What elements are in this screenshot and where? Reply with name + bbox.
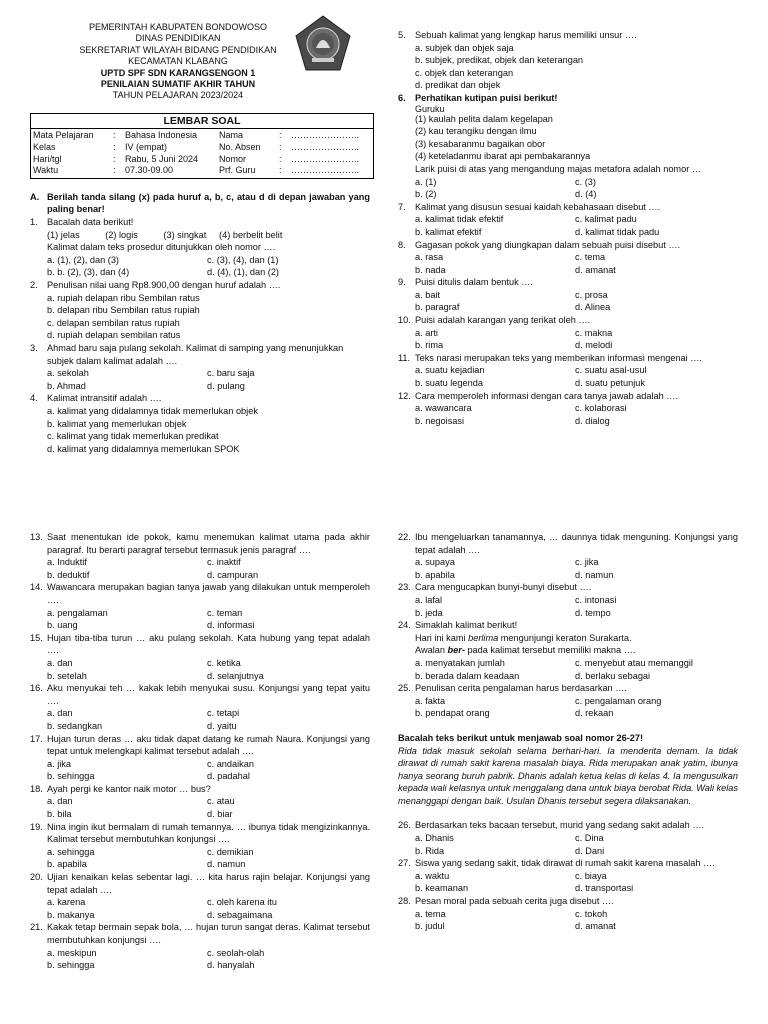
option-d[interactable]: d. transportasi [575, 883, 634, 894]
option-b[interactable]: b. rima [415, 340, 444, 351]
option-a[interactable]: a. rupiah delapan ribu Sembilan ratus [47, 292, 200, 303]
option-b[interactable]: b. negoisasi [415, 415, 465, 426]
option-a[interactable]: a. subjek dan objek saja [415, 42, 514, 53]
option-b[interactable]: b. kalimat efektif [415, 226, 482, 237]
prompt-part: Awalan [415, 645, 448, 656]
option-b[interactable]: b. suatu legenda [415, 378, 483, 389]
colon: : [279, 142, 282, 153]
question-text: Siswa yang sedang sakit, tidak dirawat di rumah sakit karena masalah …. [415, 858, 715, 869]
option-d[interactable]: d. campuran [207, 569, 259, 580]
option-d[interactable]: d. biar [207, 809, 233, 820]
question-number: 9. [398, 277, 406, 288]
option-a[interactable]: a. sehingga [47, 846, 95, 857]
question-28 [398, 895, 738, 933]
option-b[interactable]: b. kalimat yang memerlukan objek [47, 418, 187, 429]
question-text: Kakak tetap bermain sepak bola, … hujan turun sangat deras. Kalimat tersebut membutuhkan konjungsi …. [47, 922, 370, 945]
question-text: Kalimat yang disusun sesuai kaidah kebahasaan disebut …. [415, 201, 661, 212]
option-c[interactable]: c. demikian [207, 846, 254, 857]
passage-heading: Bacalah teks berikut untuk menjawab soal nomor 26-27! [398, 732, 644, 743]
question-number: 16. [30, 683, 43, 694]
question-number: 26. [398, 820, 411, 831]
option-a[interactable]: a. Induktif [47, 557, 87, 568]
option-b[interactable]: b. Rida [415, 845, 445, 856]
option-d[interactable]: d. (4), (1), dan (2) [207, 267, 279, 278]
question-text: Cara memperoleh informasi dengan cara tanya jawab adalah …. [415, 390, 679, 401]
option-a[interactable]: a. menyatakan jumlah [415, 657, 505, 668]
question-text: Gagasan pokok yang diungkapan dalam sebuah puisi disebut …. [415, 239, 681, 250]
question-21 [30, 921, 370, 971]
poem-title: Guruku [415, 104, 445, 113]
option-c[interactable]: c. ketika [207, 657, 241, 668]
option-a[interactable]: a. bait [415, 289, 441, 300]
option-b[interactable]: b. subjek, predikat, objek dan keterangan [415, 55, 584, 66]
question-25 [398, 682, 738, 720]
question-16 [30, 682, 370, 732]
absen-blank[interactable]: ………………….. [291, 142, 360, 153]
question-prompt: Kalimat dalam teks prosedur ditunjukkan oleh nomor …. [47, 242, 276, 253]
field-label: Waktu [33, 165, 59, 176]
question-8 [398, 239, 738, 277]
question-number: 18. [30, 783, 43, 794]
header-line: KECAMATAN KLABANG [128, 56, 228, 67]
question-text: Simaklah kalimat berikut! [415, 620, 518, 631]
option-a[interactable]: a. kalimat yang didalamnya tidak memerlukan objek [47, 405, 258, 416]
option-a[interactable]: a. rasa [415, 252, 444, 263]
field-label: Prf. Guru [219, 165, 256, 176]
question-text: Nina ingin ikut bermalam di rumah temannya. … ibunya tidak mengizinkannya. Kalimat tersebut membutuhkan konjungsi …. [47, 821, 370, 845]
question-13 [30, 531, 370, 581]
option-c[interactable]: c. delapan sembilan ratus rupiah [47, 317, 180, 328]
option-b[interactable]: b. delapan ribu Sembilan ratus rupiah [47, 305, 200, 316]
bottom-left-column [30, 531, 370, 972]
question-text: Kalimat intransitif adalah …. [47, 393, 162, 404]
option-c[interactable]: c. pengalaman orang [575, 695, 662, 706]
section-a-instruction [30, 191, 370, 216]
field-label: Nama [219, 130, 244, 141]
option-a[interactable]: a. pengalaman [47, 607, 108, 618]
example-sentence [398, 632, 738, 645]
lembar-soal-title: LEMBAR SOAL [31, 114, 373, 130]
question-number: 7. [398, 201, 406, 212]
option-b[interactable]: b. berada dalam keadaan [415, 670, 520, 681]
question-number: 22. [398, 532, 411, 542]
option-d[interactable]: d. pulang [207, 380, 245, 391]
option-a[interactable]: a. suatu kejadian [415, 365, 485, 376]
option-c[interactable]: c. kolaborasi [575, 403, 627, 414]
option-a[interactable]: a. dan [47, 657, 73, 668]
option-c[interactable]: c. seolah-olah [207, 947, 265, 958]
option-b[interactable]: b. pendapat orang [415, 708, 490, 719]
question-number: 13. [30, 532, 43, 542]
question-20 [30, 871, 370, 921]
question-text: Ujian kenaikan kelas sebentar lagi. … kita harus rajin belajar. Konjungsi yang tepat adalah …. [47, 872, 370, 895]
question-number: 20. [30, 872, 43, 883]
option-c[interactable]: c. tetapi [207, 708, 240, 719]
question-text: Perhatikan kutipan puisi berikut! [415, 92, 558, 103]
option-c[interactable]: c. Dina [575, 833, 604, 844]
question-27 [398, 857, 738, 895]
option-c[interactable]: c. kalimat yang tidak memerlukan predikat [47, 431, 219, 442]
question-number: 28. [398, 896, 411, 907]
option-b[interactable]: b. uang [47, 620, 78, 631]
option-c[interactable]: c. prosa [575, 289, 608, 300]
option-b[interactable]: b. apabila [415, 569, 455, 580]
question-data: (1) jelas (2) logis (3) singkat (4) berbelit belit [47, 229, 283, 240]
option-d[interactable]: d. (4) [575, 189, 597, 200]
question-number: 27. [398, 858, 411, 869]
option-b[interactable]: b. apabila [47, 859, 87, 870]
option-b[interactable]: b. (2) [415, 189, 437, 200]
school-header [42, 22, 314, 102]
option-d[interactable]: d. rekaan [575, 708, 614, 719]
question-number: 21. [30, 922, 43, 933]
question-number: 24. [398, 620, 411, 631]
option-d[interactable]: d. selanjutnya [207, 670, 264, 681]
option-c[interactable]: c. tokoh [575, 908, 608, 919]
option-a[interactable]: a. Dhanis [415, 833, 454, 844]
poem-line: (3) kesabaranmu bagaikan obor [415, 138, 546, 149]
question-23 [398, 581, 738, 619]
option-d[interactable]: d. yaitu [207, 720, 237, 731]
question-number: 5. [398, 30, 406, 40]
question-text: Wawancara merupakan bagian tanya jawab yang dilakukan untuk memperoleh …. [47, 582, 370, 605]
option-c[interactable]: c. intonasi [575, 594, 617, 605]
header-line: DINAS PENDIDIKAN [135, 33, 221, 44]
option-d[interactable]: d. rupiah delapan sembilan ratus [47, 330, 181, 341]
option-c[interactable]: c. atau [207, 796, 235, 807]
option-a[interactable]: a. dan [47, 796, 73, 807]
question-18 [30, 783, 370, 821]
option-d[interactable]: d. tempo [575, 607, 611, 618]
sentence-part: Hari ini kami [415, 632, 469, 643]
option-d[interactable]: d. Alinea [575, 302, 611, 313]
sentence-part: mengunjungi keraton Surakarta. [498, 632, 632, 643]
option-b[interactable]: b. keamanan [415, 883, 469, 894]
option-a[interactable]: a. karena [47, 897, 86, 908]
question-7 [398, 201, 738, 239]
option-d[interactable]: d. suatu petunjuk [575, 378, 645, 389]
question-number: 2. [30, 279, 38, 290]
option-c[interactable]: c. (3) [575, 176, 596, 187]
question-text: Bacalah data berikut! [47, 217, 134, 227]
question-number: 8. [398, 239, 406, 250]
option-c[interactable]: c. andaikan [207, 758, 254, 769]
option-b[interactable]: b. deduktif [47, 569, 90, 580]
header-exam-name: PENILAIAN SUMATIF AKHIR TAHUN [100, 79, 256, 90]
prompt-part: pada kalimat tersebut memiliki makna …. [464, 645, 636, 656]
option-b[interactable]: b. sehingga [47, 771, 95, 782]
reading-passage: Rida tidak masuk sekolah selama berhari-hari. Ia menderita demam. Ia tidak dirawat di rumah sakit karena masalah biaya. Rida merupakan anak yatim, ibunya hanya seorang buruh pabrik. Dhanis adalah ketua kelas di kelas 4. Ia mengusulkan kepada wali kelasnya untuk menggalang dana untuk biaya berobat Rida. Wali kelas menanggapi dengan baik. Usulan Dhanis tersebut segera dilaksanakan. [398, 745, 738, 806]
question-text: Hujan tiba-tiba turun … aku pulang sekolah. Kata hubung yang tepat adalah …. [47, 632, 370, 656]
option-d[interactable]: d. namun [207, 859, 246, 870]
option-d[interactable]: d. Dani [575, 845, 605, 856]
guru-blank[interactable]: ………………….. [291, 165, 360, 176]
colon: : [113, 130, 116, 141]
header-year: TAHUN PELAJARAN 2023/2024 [112, 90, 244, 101]
option-b[interactable]: b. sehingga [47, 960, 95, 971]
option-b[interactable]: b. judul [415, 921, 445, 932]
question-text: Ibu mengeluarkan tanamannya, … daunnya tidak menguning. Konjungsi yang tepat adalah …. [415, 532, 738, 555]
field-value: Rabu, 5 Juni 2024 [125, 153, 199, 164]
option-d[interactable]: d. kalimat yang didalamnya memerlukan SPOK [47, 443, 240, 454]
question-number: 15. [30, 632, 43, 643]
option-b[interactable]: b. setelah [47, 670, 87, 681]
option-d[interactable]: d. predikat dan objek [415, 80, 501, 91]
header-school-name: UPTD SPF SDN KARANGSENGON 1 [100, 67, 256, 78]
option-a[interactable]: a. sekolah [47, 368, 89, 379]
field-label: Mata Pelajaran [33, 130, 94, 141]
question-number: 19. [30, 821, 43, 832]
option-b[interactable]: b. nada [415, 264, 446, 275]
sentence-word-italic: berlima [468, 632, 499, 643]
question-2 [30, 279, 370, 342]
question-15 [30, 632, 370, 682]
field-value: 07.30-09.00 [125, 165, 174, 176]
option-b[interactable]: b. jeda [415, 607, 443, 618]
question-19 [30, 821, 370, 871]
poem-line: (2) kau terangiku dengan ilmu [415, 126, 537, 137]
field-label: Hari/tgl [33, 153, 62, 164]
prompt-affix: ber- [447, 645, 465, 656]
option-d[interactable]: d. sebagaimana [207, 909, 273, 920]
field-label: Nomor [219, 153, 247, 164]
option-d[interactable]: d. amanat [575, 921, 616, 932]
option-c[interactable]: c. baru saja [207, 368, 255, 379]
question-text: Pesan moral pada sebuah cerita juga disebut …. [415, 896, 614, 907]
option-d[interactable]: d. hanyalah [207, 960, 255, 971]
option-d[interactable]: d. namun [575, 569, 614, 580]
poem-line: (1) kaulah pelita dalam kegelapan [415, 113, 553, 124]
section-letter: A. [30, 191, 40, 202]
option-c[interactable]: c. teman [207, 607, 243, 618]
question-6 [398, 92, 738, 201]
option-a[interactable]: a. dan [47, 708, 73, 719]
question-number: 11. [398, 352, 411, 363]
option-b[interactable]: b. makanya [47, 909, 95, 920]
option-a[interactable]: a. arti [415, 327, 438, 338]
question-text: Ahmad baru saja pulang sekolah. Kalimat di samping yang menunjukkan subjek dalam kalimat adalah …. [47, 342, 344, 366]
option-b[interactable]: b. Ahmad [47, 380, 86, 391]
option-a[interactable]: a. kalimat tidak efektif [415, 214, 504, 225]
option-d[interactable]: d. amanat [575, 264, 616, 275]
option-d[interactable]: d. informasi [207, 620, 255, 631]
question-4 [30, 392, 370, 455]
option-c[interactable]: c. suatu asal-usul [575, 365, 647, 376]
top-right-column [398, 29, 738, 427]
field-label: Kelas [33, 142, 56, 153]
question-1 [30, 216, 370, 279]
nomor-blank[interactable]: ………………….. [291, 153, 360, 164]
colon: : [113, 165, 116, 176]
question-text: Cara mengucapkan bunyi-bunyi disebut …. [415, 582, 592, 593]
poem-line: (4) keteladanmu ibarat api pembakarannya [415, 151, 591, 162]
question-9 [398, 276, 738, 314]
colon: : [279, 130, 282, 141]
option-c[interactable]: c. kalimat padu [575, 214, 637, 225]
question-text: Puisi adalah karangan yang terikat oleh …. [415, 315, 591, 326]
option-b[interactable]: b. b. (2), (3), dan (4) [47, 267, 130, 278]
question-text: Hujan turun deras … aku tidak dapat datang ke rumah Naura. Konjungsi yang tepat untuk melengkapi kalimat tersebut adalah …. [47, 733, 370, 757]
question-26 [398, 819, 738, 857]
option-b[interactable]: b. paragraf [415, 302, 460, 313]
question-text: Sebuah kalimat yang lengkap harus memiliki unsur …. [415, 30, 637, 40]
question-3 [30, 342, 370, 392]
question-text: Teks narasi merupakan teks yang memberikan informasi mengenai …. [415, 352, 702, 363]
question-number: 4. [30, 393, 38, 404]
question-number: 14. [30, 582, 43, 593]
header-line: SEKRETARIAT WILAYAH BIDANG PENDIDIKAN [79, 44, 277, 55]
top-left-column [30, 22, 370, 455]
colon: : [113, 153, 116, 164]
option-a[interactable]: a. (1), (2), dan (3) [47, 254, 119, 265]
question-number: 25. [398, 683, 411, 694]
question-12 [398, 390, 738, 428]
option-d[interactable]: d. berlaku sebagai [575, 670, 651, 681]
option-a[interactable]: a. lafal [415, 594, 443, 605]
option-c[interactable]: c. oleh karena itu [207, 897, 277, 908]
question-11 [398, 352, 738, 390]
option-a[interactable]: a. tema [415, 908, 446, 919]
question-text: Penulisan cerita pengalaman harus berdasarkan …. [415, 683, 627, 694]
option-c[interactable]: c. jika [575, 557, 599, 568]
question-14 [30, 581, 370, 631]
option-a[interactable]: a. jika [47, 758, 72, 769]
section-text: Berilah tanda silang (x) pada huruf a, b, c, atau d di depan jawaban yang paling benar! [47, 191, 370, 215]
question-number: 12. [398, 390, 411, 401]
option-d[interactable]: d. dialog [575, 415, 610, 426]
name-blank[interactable]: ………………….. [291, 130, 360, 141]
option-a[interactable]: a. (1) [415, 176, 437, 187]
question-text: Saat menentukan ide pokok, kamu menemukan kalimat utama pada akhir paragraf. Itu berarti paragraf tersebut termasuk jenis paragraf …. [47, 532, 370, 555]
option-c[interactable]: c. objek dan keterangan [415, 67, 514, 78]
question-text: Aku menyukai teh … kakak lebih menyukai susu. Konjungsi yang tepat yaitu …. [47, 683, 370, 706]
option-c[interactable]: c. (3), (4), dan (1) [207, 254, 279, 265]
question-22 [398, 531, 738, 581]
lembar-soal-identity-grid [31, 129, 373, 177]
option-a[interactable]: a. supaya [415, 557, 455, 568]
colon: : [113, 142, 116, 153]
option-c[interactable]: c. menyebut atau memanggil [575, 657, 693, 668]
question-text: Ayah pergi ke kantor naik motor … bus? [47, 783, 211, 794]
option-b[interactable]: b. sedangkan [47, 720, 103, 731]
option-c[interactable]: c. inaktif [207, 557, 241, 568]
field-label: No. Absen [219, 142, 261, 153]
question-5 [398, 29, 738, 92]
colon: : [279, 153, 282, 164]
question-24 [398, 619, 738, 682]
field-value: Bahasa Indonesia [125, 130, 198, 141]
question-10 [398, 314, 738, 352]
option-a[interactable]: a. wawancara [415, 403, 472, 414]
option-b[interactable]: b. bila [47, 809, 72, 820]
option-d[interactable]: d. padahal [207, 771, 250, 782]
question-number: 6. [398, 92, 406, 103]
field-value: IV (empat) [125, 142, 168, 153]
option-a[interactable]: a. fakta [415, 695, 446, 706]
question-text: Puisi ditulis dalam bentuk …. [415, 277, 533, 288]
question-text: Penulisan nilai uang Rp8.900,00 dengan huruf adalah …. [47, 279, 281, 290]
question-number: 3. [30, 342, 38, 353]
option-d[interactable]: d. melodi [575, 340, 613, 351]
option-a[interactable]: a. meskipun [47, 947, 97, 958]
question-prompt [398, 644, 738, 657]
option-c[interactable]: c. biaya [575, 870, 607, 881]
question-number: 23. [398, 582, 411, 593]
question-17 [30, 733, 370, 783]
question-number: 10. [398, 315, 411, 326]
question-text: Berdasarkan teks bacaan tersebut, murid yang sedang sakit adalah …. [415, 820, 705, 831]
question-prompt: Larik puisi di atas yang mengandung majas metafora adalah nomor … [415, 163, 701, 174]
colon: : [279, 165, 282, 176]
option-c[interactable]: c. makna [575, 327, 613, 338]
lembar-soal-box [30, 113, 374, 179]
option-c[interactable]: c. tema [575, 252, 606, 263]
bottom-right-column [398, 531, 738, 933]
header-line: PEMERINTAH KABUPATEN BONDOWOSO [88, 22, 268, 32]
option-d[interactable]: d. kalimat tidak padu [575, 226, 660, 237]
question-number: 1. [30, 217, 38, 227]
question-number: 17. [30, 733, 43, 744]
option-a[interactable]: a. waktu [415, 870, 450, 881]
